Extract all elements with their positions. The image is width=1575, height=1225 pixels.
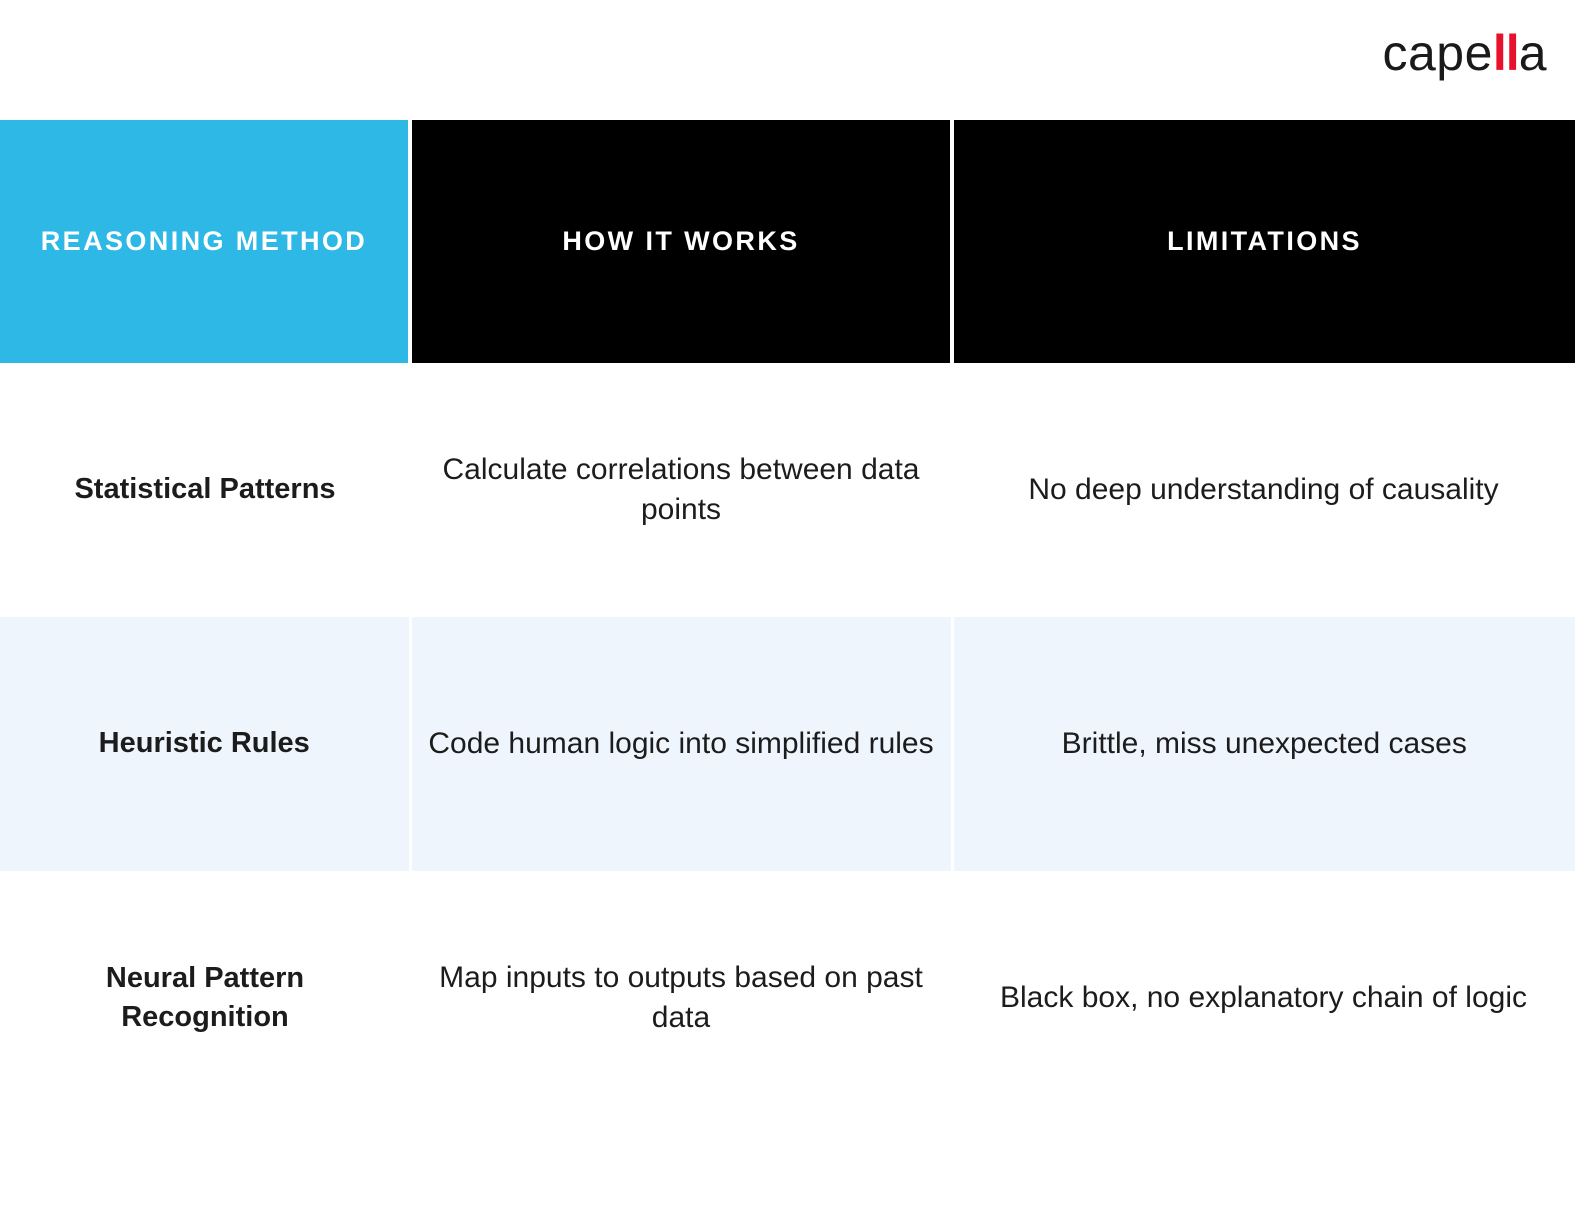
logo-accent: ll [1492, 25, 1519, 81]
table-header [0, 120, 1575, 363]
cell-method: Neural Pattern Recognition [105, 961, 305, 1033]
cell-limitations: Black box, no explanatory chain of logic [1000, 980, 1527, 1014]
table-row [0, 871, 1575, 1125]
cell-how-it-works: Map inputs to outputs based on past data [439, 960, 923, 1034]
cell-how-it-works: Calculate correlations between data points [442, 452, 920, 526]
logo-text-after: a [1518, 25, 1547, 81]
cell-limitations: Brittle, miss unexpected cases [1061, 726, 1467, 760]
column-header-reasoning-method: REASONING METHOD [0, 120, 410, 363]
cell-method: Statistical Patterns [74, 473, 336, 506]
column-header-limitations: LIMITATIONS [952, 120, 1575, 363]
cell-limitations: No deep understanding of causality [1028, 472, 1499, 506]
reasoning-methods-table [0, 120, 1575, 1125]
cell-how-it-works: Code human logic into simplified rules [410, 617, 952, 871]
table-header-row [0, 120, 1575, 363]
logo-text-before: cape [1382, 25, 1493, 81]
cell-method: Heuristic Rules [98, 727, 310, 760]
column-header-how-it-works: HOW IT WORKS [410, 120, 952, 363]
table-body [0, 363, 1575, 1125]
table-row [0, 363, 1575, 617]
capella-logo [1382, 25, 1547, 81]
table-row [0, 617, 1575, 871]
